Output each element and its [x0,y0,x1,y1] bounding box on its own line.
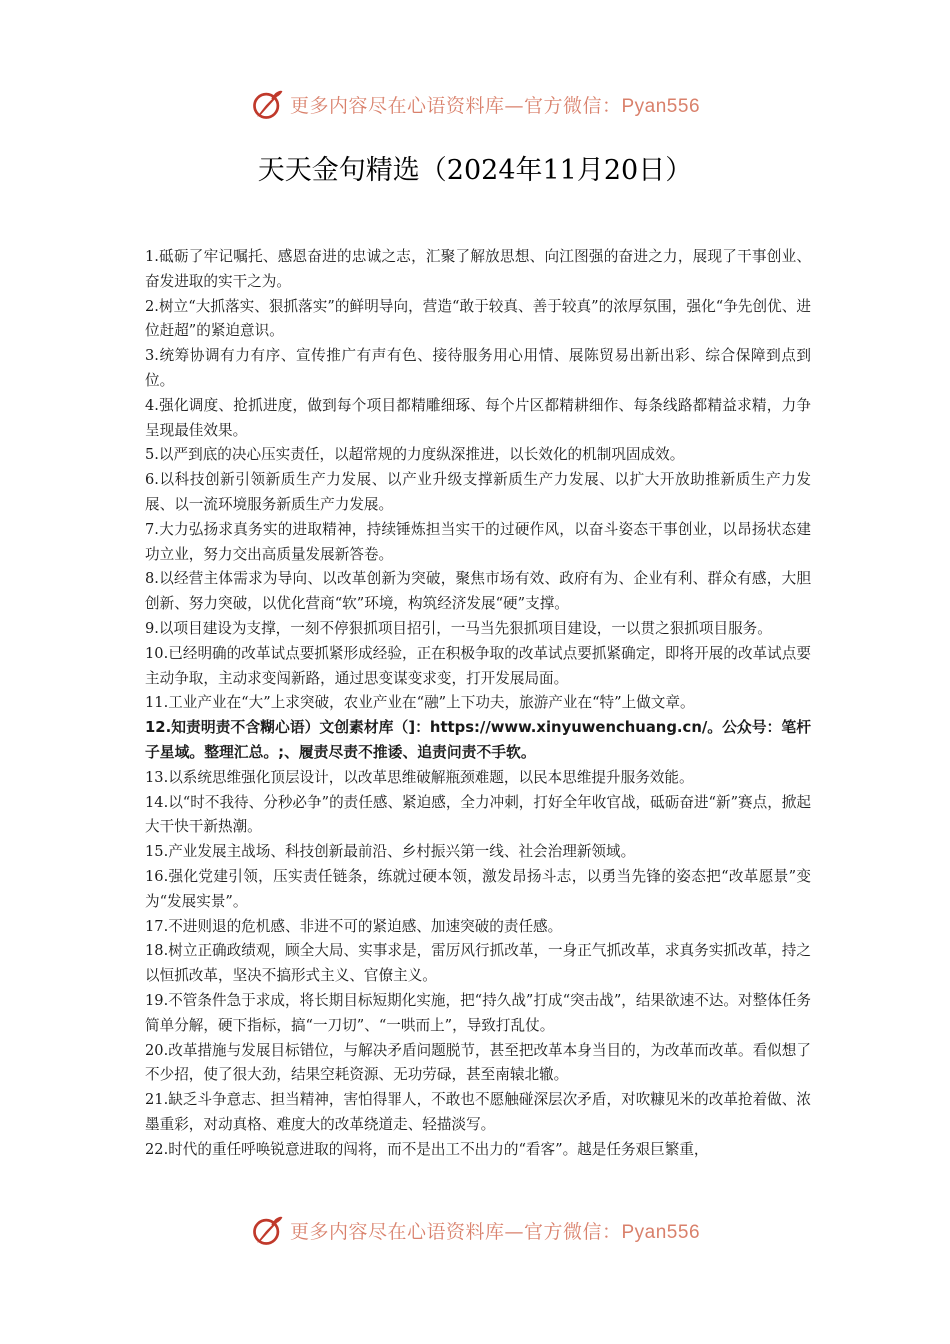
paragraph-19: 19.不管条件急于求成，将长期目标短期化实施，把“持久战”打成“突击战”，结果欲速不达。对整体任务简单分解，硬下指标，搞“一刀切”、“一哄而上”，导致打乱仗。 [145,991,811,1034]
paragraph-10: 10.已经明确的改革试点要抓紧形成经验，正在积极争取的改革试点要抓紧确定，即将开展的改革试点要主动争取，主动求变闯新路，通过思变谋变求变，打开发展局面。 [145,644,811,687]
paragraph-8: 8.以经营主体需求为导向、以改革创新为突破，聚焦市场有效、政府有为、企业有利、群众有感，大胆创新、努力突破，以优化营商“软”环境，构筑经济发展“硬”支撑。 [145,570,811,613]
paragraph-20: 20.改革措施与发展目标错位，与解决矛盾问题脱节，甚至把改革本身当目的，为改革而改革。看似想了不少招，使了很大劲，结果空耗资源、无功劳碌，甚至南辕北辙。 [145,1041,811,1084]
paragraph-16: 16.强化党建引领，压实责任链条，练就过硬本领，激发昂扬斗志，以勇当先锋的姿态把“改革愿景”变为“发展实景”。 [145,867,811,910]
quill-logo-icon [250,1212,286,1248]
page-title: 天天金句精选（2024年11月20日） [257,155,693,186]
paragraph-1: 1.砥砺了牢记嘱托、感恩奋进的忠诚之志，汇聚了解放思想、向江图强的奋进之力，展现了干事创业、奋发进取的实干之为。 [145,248,811,290]
paragraph-9: 9.以项目建设为支撑，一刻不停狠抓项目招引，一马当先狠抓项目建设，一以贯之狠抓项目服务。 [145,619,772,637]
paragraph-3: 3.统筹协调有力有序、宣传推广有声有色、接待服务用心用情、展陈贸易出新出彩、综合保障到点到位。 [145,347,811,389]
paragraph-15: 15.产业发展主战场、科技创新最前沿、乡村振兴第一线、社会治理新领域。 [145,843,636,861]
banner-label: 更多内容尽在心语资料库—官方微信： [289,1220,622,1243]
paragraph-2: 2.树立“大抓落实、狠抓落实”的鲜明导向，营造“敢于较真、善于较真”的浓厚氛围，强化“争先创优、进位赶超”的紧迫意识。 [145,297,811,340]
paragraph-11: 11.工业产业在“大”上求突破，农业产业在“融”上下功夫，旅游产业在“特”上做文章。 [145,694,695,712]
paragraph-7: 7.大力弘扬求真务实的进取精神，持续锤炼担当实干的过硬作风，以奋斗姿态干事创业，以昂扬状态建功立业，努力交出高质量发展新答卷。 [145,520,811,563]
paragraph-6: 6.以科技创新引领新质生产力发展、以产业升级支撑新质生产力发展、以扩大开放助推新质生产力发展、以一流环境服务新质生产力发展。 [145,471,811,513]
paragraph-14: 14.以“时不我待、分秒必争”的责任感、紧迫感，全力冲刺，打好全年收官战，砥砺奋进“新”赛点，掀起大干快干新热潮。 [145,793,811,836]
banner-text [290,1217,700,1244]
paragraph-5: 5.以严到底的决心压实责任，以超常规的力度纵深推进，以长效化的机制巩固成效。 [145,446,685,464]
paragraph-17: 17.不进则退的危机感、非进不可的紧迫感、加速突破的责任感。 [145,917,563,935]
wechat-id: Pyan556 [621,95,701,117]
paragraph-22: 22.时代的重任呼唤锐意进取的闯将，而不是出工不出力的“看客”。越是任务艰巨繁重， [145,1140,709,1158]
paragraph-21: 21.缺乏斗争意志、担当精神，害怕得罪人，不敢也不愿触碰深层次矛盾，对吹糠见米的改革抢着做、浓墨重彩，对动真格、难度大的改革绕道走、轻描淡写。 [145,1091,811,1133]
quill-logo-icon [250,86,286,122]
banner-label: 更多内容尽在心语资料库—官方微信： [289,94,622,117]
footer-banner [0,1210,950,1250]
banner-text [290,91,700,118]
paragraph-12: 12.知责明责不含糊心语）文创素材库（]：https://www.xinyuwenchuang.cn/。公众号：笔杆子星域。整理汇总。;、履责尽责不推诿、追责问责不手软。 [145,719,811,761]
paragraph-4: 4.强化调度、抢抓进度，做到每个项目都精雕细琢、每个片区都精耕细作、每条线路都精益求精，力争呈现最佳效果。 [145,396,811,439]
document-body [145,245,811,1162]
paragraph-13: 13.以系统思维强化顶层设计，以改革思维破解瓶颈难题，以民本思维提升服务效能。 [145,768,694,786]
paragraph-18: 18.树立正确政绩观，顾全大局、实事求是，雷厉风行抓改革，一身正气抓改革，求真务实抓改革，持之以恒抓改革，坚决不搞形式主义、官僚主义。 [145,942,811,985]
header-banner [0,84,950,124]
wechat-id: Pyan556 [621,1221,701,1243]
